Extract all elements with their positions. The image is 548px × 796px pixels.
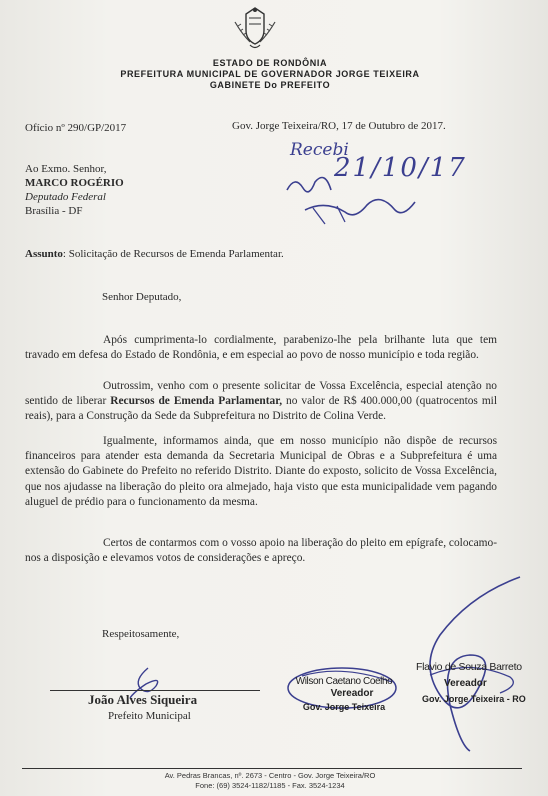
- paragraph-2-b: no valor de R$ 400.000,00 (quatrocentos mil reais), para a Construção da Sede da Subprefeitura no Distrito de Colina Verde.: [25, 395, 498, 423]
- receipt-signature-icon: [285, 170, 445, 230]
- subject-line: [25, 248, 284, 260]
- header-municipality: PREFEITURA MUNICIPAL DE GOVERNADOR JORGE TEIXEIRA: [120, 69, 420, 79]
- paragraph-4: Certos de contarmos com o vosso apoio na liberação do pleito em epígrafe, colocamo-nos a disposição e elevamos votos de considerações e apreço.: [25, 537, 497, 565]
- footer-address: Av. Pedras Brancas, nº. 2673 - Centro - Gov. Jorge Teixeira/RO: [164, 771, 376, 780]
- header-state: ESTADO DE RONDÔNIA: [212, 58, 328, 68]
- paragraph-2-a: Outrossim, venho com o presente solicitar de Vossa Excelência, especial atenção no sentido de liberar: [25, 380, 497, 408]
- councilor1-name: Wilson Caetano Coelho: [295, 676, 393, 687]
- state-coat-of-arms-icon: [230, 4, 280, 52]
- councilor2-title: Vereador: [444, 678, 487, 689]
- recipient-salutation: Ao Exmo. Senhor,: [25, 163, 107, 175]
- mayor-name: João Alves Siqueira: [88, 692, 198, 707]
- councilor1-title: Vereador: [330, 688, 374, 699]
- subject-label: Assunto: [25, 248, 63, 260]
- mayor-title: Prefeito Municipal: [108, 710, 191, 722]
- recipient-location: Brasília - DF: [25, 205, 83, 217]
- councilor2-city: Gov. Jorge Teixeira - RO: [422, 694, 526, 704]
- footer-phone: Fone: (69) 3524-1182/1185 - Fax. 3524-1234: [195, 781, 345, 790]
- closing: Respeitosamente,: [102, 628, 180, 640]
- received-note: Recebi: [290, 140, 349, 160]
- paragraph-2: [25, 379, 497, 425]
- councilor2-name: Flavio de Souza Barreto: [416, 661, 522, 673]
- paragraph-1: Após cumprimenta-lo cordialmente, parabenizo-lhe pela brilhante luta que tem travado em defesa do Estado de Rondônia, e em especial ao povo de nosso município e toda região.: [25, 334, 497, 362]
- header-cabinet: GABINETE Do PREFEITO: [209, 80, 331, 90]
- letter-reference: Ofício nº 290/GP/2017: [25, 122, 127, 134]
- recipient-name: MARCO ROGÉRIO: [25, 177, 124, 189]
- recipient-title: Deputado Federal: [25, 191, 106, 203]
- letter-place-date: Gov. Jorge Teixeira/RO, 17 de Outubro de 2017.: [232, 120, 446, 132]
- greeting: Senhor Deputado,: [102, 291, 182, 303]
- councilor1-city: Gov. Jorge Teixeira: [302, 702, 386, 712]
- footer-rule: [22, 768, 522, 769]
- mayor-signature-line: [50, 690, 260, 691]
- paragraph-3: Igualmente, informamos ainda, que em nosso município não dispõe de recursos financeiros para atender esta demanda da Secretaria Municipal de Obras e a Subprefeitura é uma extensão do Gabinete do Prefeito no referido Distrito. Diante do exposto, solicito de Vossa Excelência, que nos ajudasse na liberação do pleito ora almejado, haja visto que esta municipalidade vem pagando aluguel de prédio para o funcionamento da mesma.: [25, 435, 497, 508]
- received-date: 21/10/17: [334, 153, 467, 183]
- paragraph-2-bold: Recursos de Emenda Parlamentar,: [110, 395, 283, 408]
- subject-text: : Solicitação de Recursos de Emenda Parlamentar.: [62, 248, 284, 260]
